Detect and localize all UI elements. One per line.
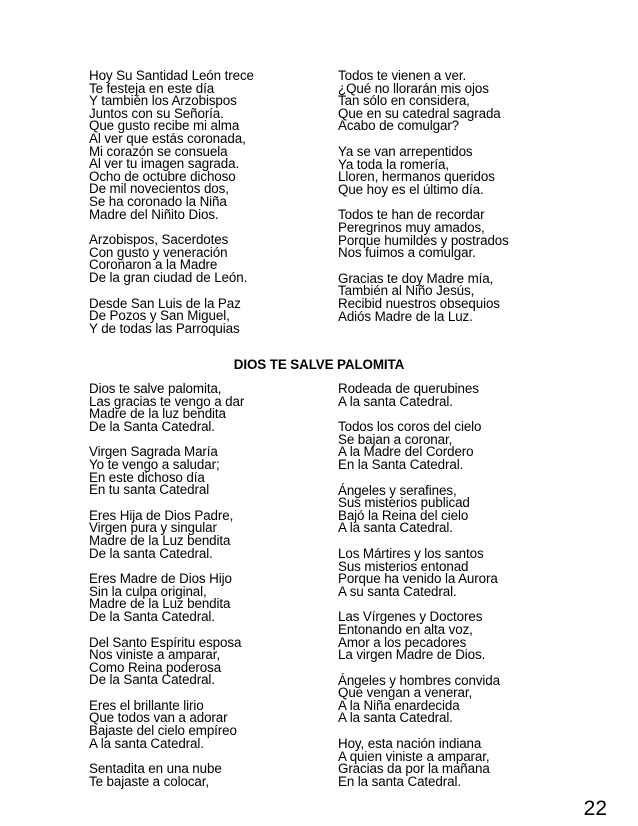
verse-line: Gracias da por la mañana — [338, 761, 490, 777]
page-number: 22 — [583, 797, 607, 820]
verse-line: Lloren, hermanos queridos — [338, 169, 495, 185]
verse-line: De la gran ciudad de León. — [89, 269, 248, 285]
verse-line: Ya toda la romería, — [338, 156, 449, 172]
verse-line: Madre del Niñito Dios. — [89, 206, 219, 222]
verse-line: De la Santa Catedral. — [89, 608, 215, 624]
verse-line: Acabo de comulgar? — [338, 118, 460, 134]
verse-line: En la Santa Catedral. — [338, 456, 464, 472]
top-right-column — [338, 70, 606, 336]
verse-line: Las gracias te vengo a dar — [89, 393, 245, 409]
stanza — [89, 697, 351, 751]
verse-line: En este dichoso día — [89, 469, 205, 485]
verse-line: Ocho de octubre dichoso — [89, 168, 236, 184]
verse-line: A la Niña enardecida — [338, 697, 460, 713]
verse-line: Del Santo Espíritu esposa — [89, 634, 242, 650]
stanza — [89, 70, 351, 221]
stanza — [338, 70, 606, 133]
verse-line: Nos viniste a amparar, — [89, 647, 221, 663]
verse-line: Sus misterios publicad — [338, 495, 470, 511]
verse-line: La virgen Madre de Dios. — [338, 647, 486, 663]
verse-line: Rodeada de querubines — [338, 381, 479, 396]
verse-line: Sentadita en una nube — [89, 761, 222, 777]
stanza — [89, 634, 351, 688]
verse-line: Entonando en alta voz, — [338, 621, 473, 637]
verse-line: ¿Qué no llorarán mis ojos — [338, 80, 489, 96]
verse-line: Juntos con su Señoría. — [89, 105, 224, 121]
verse-line: Todos los coros del cielo — [338, 419, 482, 435]
verse-line: Los Mártires y los santos — [338, 545, 484, 561]
verse-line: De Pozos y San Miguel, — [89, 308, 230, 324]
stanza — [338, 672, 606, 726]
verse-line: Ángeles y hombres convida — [338, 672, 500, 688]
stanza — [89, 295, 351, 336]
verse-line: Desde San Luis de la Paz — [89, 295, 241, 311]
verse-line: También al Niño Jesús, — [338, 283, 475, 299]
verse-line: Sus misterios entonad — [338, 558, 469, 574]
verse-line: Al ver tu imagen sagrada. — [89, 156, 240, 172]
verse-line: A la santa Catedral. — [338, 710, 453, 726]
stanza — [89, 234, 351, 284]
verse-line: En tu santa Catedral — [89, 482, 210, 498]
stanza — [338, 270, 606, 324]
verse-line: Con gusto y veneración — [89, 244, 228, 260]
verse-line: Te bajaste a colocar, — [89, 773, 209, 789]
verse-line: Eres Hija de Dios Padre, — [89, 507, 234, 523]
top-left-column — [89, 70, 351, 348]
stanza — [338, 143, 606, 197]
verse-line: De la santa Catedral. — [89, 545, 213, 561]
stanza — [89, 383, 351, 433]
stanza — [338, 383, 606, 408]
verse-line: De la Santa Catedral. — [89, 418, 215, 434]
verse-line: Virgen pura y singular — [89, 520, 217, 536]
verse-line: Arzobispos, Sacerdotes — [89, 232, 229, 248]
verse-line: Tan sólo en considera, — [338, 93, 470, 109]
bottom-right-column — [338, 383, 606, 801]
stanza — [89, 446, 351, 496]
verse-line: Dios te salve palomita, — [89, 381, 222, 396]
verse-line: Eres el brillante lirio — [89, 697, 204, 713]
verse-line: Sin la culpa original, — [89, 583, 207, 599]
verse-line: De mil novecientos dos, — [89, 181, 229, 197]
verse-line: Ya se van arrepentidos — [338, 143, 473, 159]
verse-line: Y también los Arzobispos — [89, 93, 237, 109]
verse-line: Gracias te doy Madre mía, — [338, 270, 494, 286]
verse-line: Como Reina poderosa — [89, 659, 222, 675]
verse-line: A su santa Catedral. — [338, 583, 457, 599]
verse-line: Se bajan a coronar, — [338, 431, 453, 447]
verse-line: Recibid nuestros obsequios — [338, 295, 500, 311]
verse-line: Bajaste del cielo empíreo — [89, 723, 237, 739]
verse-line: Hoy, esta nación indiana — [338, 736, 482, 752]
stanza — [338, 482, 606, 536]
verse-line: Virgen Sagrada María — [89, 444, 218, 460]
verse-line: De la Santa Catedral. — [89, 672, 215, 688]
verse-line: Adiós Madre de la Luz. — [338, 308, 473, 324]
verse-line: Que gusto recibe mi alma — [89, 118, 240, 134]
verse-line: Peregrinos muy amados, — [338, 219, 485, 235]
verse-line: A la santa Catedral. — [338, 520, 453, 536]
verse-line: Que en su catedral sagrada — [338, 105, 501, 121]
verse-line: Bajó la Reina del cielo — [338, 507, 469, 523]
verse-line: Te festeja en este día — [89, 80, 215, 96]
stanza — [338, 421, 606, 471]
verse-line: Madre de la Luz bendita — [89, 596, 231, 612]
verse-line: Todos te vienen a ver. — [338, 68, 467, 83]
verse-line: Que todos van a adorar — [89, 710, 228, 726]
verse-line: A la santa Catedral. — [89, 735, 204, 751]
verse-line: Madre de la luz bendita — [89, 406, 226, 422]
song-title: DIOS TE SALVE PALOMITA — [233, 357, 405, 372]
stanza — [338, 209, 606, 259]
stanza — [338, 738, 606, 788]
stanza — [89, 573, 351, 623]
verse-line: A la Madre del Cordero — [338, 444, 474, 460]
verse-line: En la santa Catedral. — [338, 773, 461, 789]
verse-line: Que vengan a venerar, — [338, 685, 473, 701]
bottom-left-column — [89, 383, 351, 801]
verse-line: Que hoy es el último día. — [338, 181, 484, 197]
stanza — [338, 611, 606, 661]
stanza — [89, 763, 351, 788]
stanza — [338, 545, 606, 599]
verse-line: Porque ha venido la Aurora — [338, 571, 498, 587]
verse-line: A la santa Catedral. — [338, 393, 453, 409]
verse-line: Y de todas las Parroquias — [89, 320, 240, 336]
verse-line: Porque humildes y postrados — [338, 232, 509, 248]
verse-line: Coronaron a la Madre — [89, 257, 218, 273]
verse-line: Amor a los pecadores — [338, 634, 467, 650]
verse-line: Eres Madre de Dios Hijo — [89, 571, 232, 587]
verse-line: Las Vírgenes y Doctores — [338, 609, 483, 625]
verse-line: Nos fuimos a comulgar. — [338, 245, 476, 261]
verse-line: Ángeles y serafines, — [338, 482, 457, 498]
verse-line: Hoy Su Santidad León trece — [89, 68, 254, 83]
verse-line: Mi corazón se consuela — [89, 143, 228, 159]
verse-line: Se ha coronado la Niña — [89, 193, 227, 209]
stanza — [89, 507, 351, 561]
verse-line: A quien viniste a amparar, — [338, 748, 490, 764]
verse-line: Al ver que estás coronada, — [89, 130, 246, 146]
verse-line: Todos te han de recordar — [338, 207, 485, 223]
verse-line: Madre de la Luz bendita — [89, 532, 231, 548]
verse-line: Yo te vengo a saludar; — [89, 456, 220, 472]
